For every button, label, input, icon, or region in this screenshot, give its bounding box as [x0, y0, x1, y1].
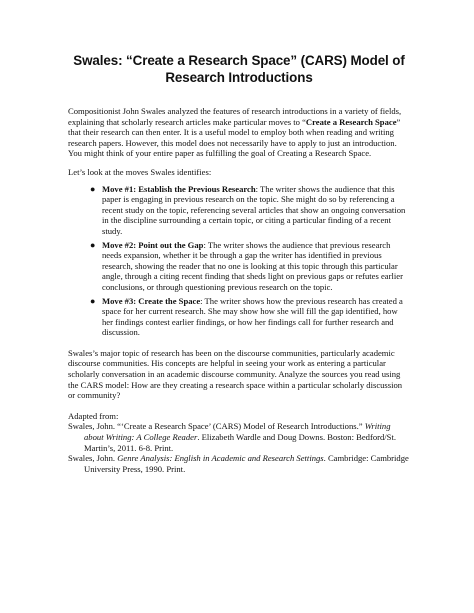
move-text: : The writer shows the audience that this paper is engaging in previous research on the topic. She might do so by referencing a recent study on the topic, referencing several articles that show an ongoing conversation in the discipline surrounding a certain topic, or citing a particular finding of a recent study.: [102, 183, 406, 236]
references-heading: Adapted from:: [68, 410, 119, 421]
list-item: [90, 239, 410, 293]
move-label: Move #1: Establish the Previous Research: [102, 183, 256, 194]
title-line-1: Swales: “Create a Research Space” (CARS) Model of: [73, 53, 405, 68]
bullet-icon: ●: [90, 295, 96, 306]
move-text: : The writer shows the audience that previous research needs expansion, whether it be through a gap the writer has identified in previous research, showing the reader that no one is looking at this topic through this particular angle, through a citing recent finding that sheds light on previous gaps or refutes earlier conclusions, or through questioning previous research on the topic.: [102, 239, 403, 292]
move-label: Move #3: Create the Space: [102, 295, 201, 306]
intro-text-1: Compositionist John Swales analyzed the features of research introductions in a variety of fields, explaining that scholarly research articles make particular moves to “: [68, 106, 402, 127]
page-title: [68, 52, 410, 86]
moves-lead-in: Let’s look at the moves Swales identifies:: [68, 166, 212, 177]
bullet-icon: ●: [90, 239, 96, 250]
list-item: [90, 295, 410, 338]
summary-paragraph: Swales’s major topic of research has been on the discourse communities, particularly academic discourse communities. His concepts are helpful in seeing your work as entering a particular scholarly conversation in an academic discourse community. Analyze the sources you read using the CARS model: How are they creating a research space within a particular scholarly discussion or community?: [68, 347, 403, 401]
intro-paragraph: [68, 106, 410, 159]
reference-text: Swales, John.: [68, 453, 118, 464]
reference-text: . Elizabeth Wardle and Doug Downs. Boston: Bedford/St. Martin’s, 2011. 6-8. Print.: [84, 432, 397, 453]
bullet-icon: ●: [90, 183, 96, 194]
reference-text: . Cambridge: Cambridge University Press, 1990. Print.: [84, 453, 409, 474]
reference-text: Swales, John. “‘Create a Research Space’ (CARS) Model of Research Introductions.”: [68, 421, 365, 432]
move-text: : The writer shows how the previous research has created a space for her current research. She may show how she will fill the gap identified, how her findings contest earlier findings, or how her findings call for further research and discussion.: [102, 295, 403, 338]
intro-bold-phrase: Create a Research Space: [305, 116, 397, 127]
reference-entry: [68, 421, 410, 453]
reference-title: Genre Analysis: English in Academic and Research Settings: [117, 453, 324, 464]
moves-list: [68, 184, 410, 338]
intro-text-2: ” that their research can then enter. It is a useful model to employ both when reading and writing research papers. However, this model does not necessarily have to apply to just an introduction. You might think of your entire paper as fulfilling the goal of Creating a Research Space.: [68, 116, 401, 159]
reference-entry: [68, 453, 410, 474]
move-label: Move #2: Point out the Gap: [102, 239, 204, 250]
reference-title: Writing about Writing: A College Reader: [84, 421, 391, 443]
title-line-2: Research Introductions: [165, 70, 313, 85]
list-item: [90, 183, 410, 237]
